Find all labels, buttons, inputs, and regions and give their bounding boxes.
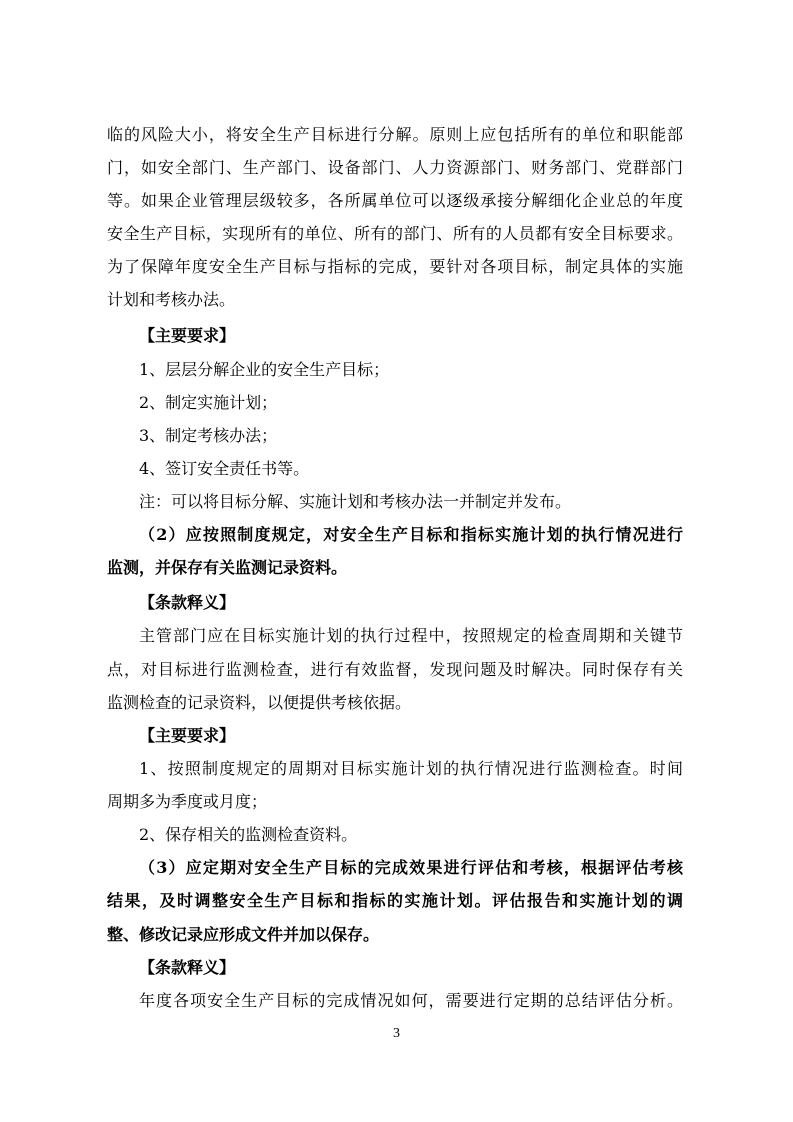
- paragraph-line: 等。如果企业管理层级较多，各所属单位可以逐级承接分解细化企业总的年度: [107, 191, 683, 210]
- clause-heading: （2）应按照制度规定，对安全生产目标和指标实施计划的执行情况进行: [139, 525, 683, 544]
- clause-heading: 监测，并保存有关监测记录资料。: [107, 558, 348, 577]
- paragraph-line: 为了保障年度安全生产目标与指标的完成，要针对各项目标，制定具体的实施: [107, 257, 683, 276]
- paragraph-line: 主管部门应在目标实施计划的执行过程中，按照规定的检查周期和关键节: [139, 626, 683, 645]
- section-heading: 【条款释义】: [139, 958, 236, 977]
- section-heading: 【条款释义】: [139, 593, 236, 612]
- list-item: 周期多为季度或月度；: [107, 792, 268, 811]
- paragraph-line: 点，对目标进行监测检查，进行有效监督，发现问题及时解决。同时保存有关: [107, 660, 683, 679]
- page-number: 3: [393, 1026, 400, 1041]
- list-item: 3、制定考核办法；: [139, 426, 278, 445]
- section-heading: 【主要要求】: [139, 726, 236, 745]
- list-item: 1、层层分解企业的安全生产目标；: [139, 360, 390, 379]
- clause-heading: 结果，及时调整安全生产目标和指标的实施计划。评估报告和实施计划的调: [107, 891, 683, 910]
- paragraph-line: 临的风险大小，将安全生产目标进行分解。原则上应包括所有的单位和职能部: [107, 125, 683, 144]
- paragraph-line: 门，如安全部门、生产部门、设备部门、人力资源部门、财务部门、党群部门: [107, 158, 683, 177]
- list-item: 2、保存相关的监测检查资料。: [139, 825, 358, 844]
- note: 注：可以将目标分解、实施计划和考核办法一并制定并发布。: [139, 492, 572, 511]
- section-heading: 【主要要求】: [139, 326, 236, 345]
- paragraph-line: 监测检查的记录资料，以便提供考核依据。: [107, 693, 412, 712]
- list-item: 1、按照制度规定的周期对目标实施计划的执行情况进行监测检查。时间: [139, 759, 683, 778]
- clause-heading: 整、修改记录应形成文件并加以保存。: [107, 925, 380, 944]
- paragraph-line: 年度各项安全生产目标的完成情况如何，需要进行定期的总结评估分析。: [139, 991, 683, 1010]
- list-item: 4、签订安全责任书等。: [139, 459, 310, 478]
- clause-heading: （3）应定期对安全生产目标的完成效果进行评估和考核，根据评估考核: [139, 858, 683, 877]
- paragraph-line: 计划和考核办法。: [107, 290, 236, 309]
- paragraph-line: 安全生产目标，实现所有的单位、所有的部门、所有的人员都有安全目标要求。: [107, 224, 683, 243]
- list-item: 2、制定实施计划；: [139, 393, 278, 412]
